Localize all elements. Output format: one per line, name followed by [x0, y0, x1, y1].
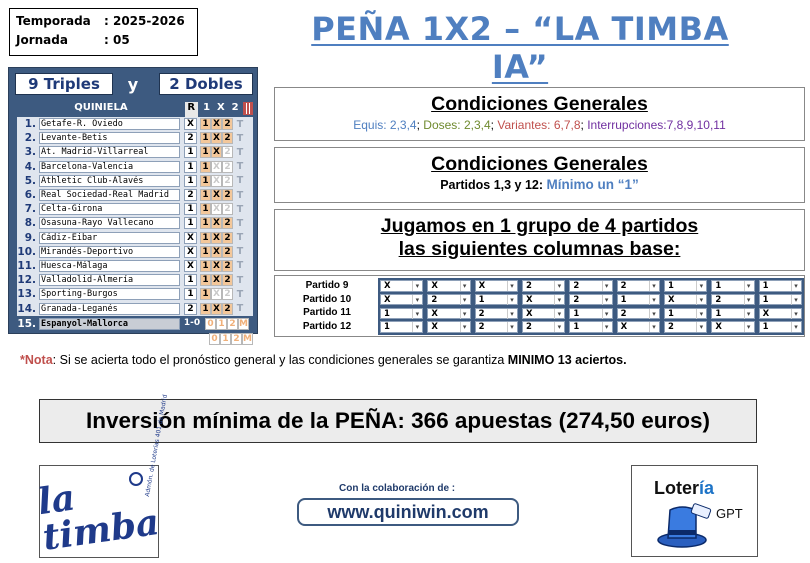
match-row	[17, 245, 253, 259]
condiciones-title-1: Condiciones Generales	[431, 93, 648, 115]
match-row	[17, 145, 253, 159]
prediction-cell-2[interactable]: 2	[222, 146, 233, 158]
jornada-info-box	[9, 8, 198, 56]
match-name: Cádiz-Eibar	[39, 232, 180, 244]
pleno-match: Espanyol-Mallorca	[39, 318, 180, 330]
match-number: 4.	[24, 160, 36, 173]
match-row	[17, 117, 253, 131]
grupo-title	[275, 215, 804, 261]
prediction-cells	[200, 303, 233, 315]
columna-base-select[interactable]: 1 ▾	[759, 294, 802, 306]
prediction-cell-1[interactable]: 1	[200, 232, 211, 244]
columna-base-select[interactable]: X ▾	[522, 308, 565, 320]
temporada-row	[16, 12, 191, 31]
prediction-cell-1[interactable]: 1	[200, 246, 211, 258]
quiniela-panel	[8, 67, 258, 344]
partido-label: Partido 10	[302, 293, 352, 305]
match-number: 1.	[24, 118, 36, 131]
magic-hat-icon	[656, 500, 714, 550]
triple-marker: T	[236, 189, 244, 201]
triple-marker: T	[236, 246, 244, 258]
nota-text: *Nota: Si se acierta todo el pronóstico general y las condiciones generales se garantiza MINIMO 13 aciertos.	[20, 353, 627, 367]
prediction-cell-x[interactable]: X	[211, 161, 222, 173]
match-number: 14.	[17, 302, 36, 315]
pleno-goal-cell[interactable]: 1	[220, 333, 231, 345]
prediction-cells	[200, 288, 233, 300]
pleno-row	[17, 316, 253, 332]
columna-base-select[interactable]: 2 ▾	[617, 308, 660, 320]
quiniwin-link[interactable]: www.quiniwin.com	[297, 498, 519, 526]
partido-label: Partido 11	[303, 307, 351, 319]
prediction-cell-1[interactable]: 1	[200, 118, 211, 130]
variantes-condition: Variantes: 6,7,8	[497, 118, 581, 132]
loteria-gpt-logo	[631, 465, 758, 557]
triple-marker: T	[236, 175, 244, 187]
match-result: X	[184, 260, 197, 272]
prediction-cell-1[interactable]: 1	[200, 146, 211, 158]
match-number: 6.	[24, 189, 36, 202]
prediction-cells	[200, 161, 233, 173]
match-result: 1	[184, 217, 197, 229]
prediction-cell-2[interactable]: 2	[222, 132, 233, 144]
colaboracion-label: Con la colaboración de :	[339, 483, 456, 494]
match-row	[17, 259, 253, 273]
prediction-cell-1[interactable]: 1	[200, 288, 211, 300]
triple-marker: T	[236, 260, 244, 272]
prediction-cells	[200, 232, 233, 244]
match-number: 11.	[17, 259, 36, 272]
partido-label: Partido 12	[302, 321, 352, 333]
prediction-cell-2[interactable]: 2	[222, 118, 233, 130]
grid-toggle-icon[interactable]	[243, 102, 253, 115]
prediction-cells	[200, 246, 233, 258]
triple-marker: T	[236, 203, 244, 215]
prediction-cell-2[interactable]: 2	[222, 217, 233, 229]
match-result: 1	[184, 274, 197, 286]
pleno-goal-cell[interactable]: M	[243, 333, 252, 344]
match-result: 1	[184, 146, 197, 158]
triple-marker: T	[236, 118, 244, 130]
temporada-value: : 2025-2026	[104, 14, 185, 28]
columna-base-select[interactable]: X ▾	[427, 308, 470, 320]
match-name: Valladolid-Almería	[39, 274, 180, 286]
columna-base-select[interactable]: 1 ▾	[711, 280, 754, 292]
la-timba-logo	[35, 394, 169, 559]
match-row	[17, 188, 253, 202]
match-name: Huesca-Málaga	[39, 260, 180, 272]
prediction-cell-x[interactable]: X	[211, 146, 222, 158]
equis-condition: Equis: 2,3,4	[353, 118, 417, 132]
columna-base-select[interactable]: 1 ▾	[569, 308, 612, 320]
match-name: Barcelona-Valencia	[39, 161, 180, 173]
jornada-label: Jornada	[16, 33, 68, 47]
pleno-goal-cell[interactable]: 1	[216, 318, 227, 330]
match-name: Getafe-R. Oviedo	[39, 118, 180, 130]
la-timba-logo-text: la timba	[35, 475, 162, 559]
condiciones-generales-box-1	[274, 87, 805, 141]
columna-base-select[interactable]: 1 ▾	[664, 280, 707, 292]
prediction-cell-x[interactable]: X	[211, 303, 222, 315]
prediction-cell-x[interactable]: X	[211, 288, 222, 300]
match-result: X	[184, 118, 197, 130]
triple-marker: T	[236, 146, 244, 158]
triple-marker: T	[236, 232, 244, 244]
prediction-cells	[200, 217, 233, 229]
columna-base-select[interactable]: 1 ▾	[759, 321, 802, 333]
match-row	[17, 231, 253, 245]
columna-base-select[interactable]: X ▾	[617, 321, 660, 333]
prediction-cells	[200, 132, 233, 144]
match-row	[17, 216, 253, 230]
columna-base-select[interactable]: 2 ▾	[427, 294, 470, 306]
prediction-cell-2[interactable]: 2	[222, 175, 233, 187]
match-number: 12.	[17, 274, 36, 287]
quiniela-table	[17, 102, 253, 344]
columna-base-select[interactable]: 1 ▾	[711, 308, 754, 320]
prediction-cell-1[interactable]: 1	[200, 161, 211, 173]
triple-marker: T	[236, 161, 244, 173]
columna-base-select[interactable]: 1 ▾	[759, 280, 802, 292]
columna-base-select[interactable]: 1 ▾	[475, 294, 518, 306]
match-number: 8.	[24, 217, 36, 230]
columna-base-select[interactable]: 2 ▾	[711, 294, 754, 306]
partido-labels	[275, 279, 379, 334]
prediction-cells	[200, 118, 233, 130]
prediction-cell-1[interactable]: 1	[200, 303, 211, 315]
pleno-goal-cell[interactable]: 2	[227, 318, 238, 330]
match-number: 10.	[17, 245, 36, 258]
match-row	[17, 202, 253, 216]
columna-base-select[interactable]: 2 ▾	[569, 294, 612, 306]
triple-marker: T	[236, 303, 244, 315]
match-name: Athletic Club-Alavés	[39, 175, 180, 187]
match-result: X	[184, 232, 197, 244]
prediction-cells	[200, 189, 233, 201]
pleno-goal-cell[interactable]: M	[239, 318, 248, 329]
columna-base-select[interactable]: 2 ▾	[475, 321, 518, 333]
prediction-cell-x[interactable]: X	[211, 175, 222, 187]
prediction-cell-2[interactable]: 2	[222, 203, 233, 215]
match-result: 2	[184, 189, 197, 201]
prediction-cell-2[interactable]: 2	[222, 288, 233, 300]
header-1: 1	[203, 102, 211, 113]
prediction-cell-x[interactable]: X	[211, 246, 222, 258]
match-result: 1	[184, 203, 197, 215]
columna-base-select[interactable]: 2 ▾	[617, 280, 660, 292]
condiciones-title-2: Condiciones Generales	[431, 153, 648, 175]
columna-base-select[interactable]: X ▾	[664, 294, 707, 306]
columna-base-select[interactable]: 2 ▾	[522, 321, 565, 333]
inversion-minima-banner: Inversión mínima de la PEÑA: 366 apuestas (274,50 euros)	[39, 399, 757, 443]
columna-base-select[interactable]: 1 ▾	[664, 308, 707, 320]
triples-count: 9 Triples	[15, 73, 113, 95]
prediction-cell-2[interactable]: 2	[222, 189, 233, 201]
prediction-cell-2[interactable]: 2	[222, 260, 233, 272]
grupo-line-1: Jugamos en 1 grupo de 4 partidos	[380, 215, 699, 237]
prediction-cell-x[interactable]: X	[211, 132, 222, 144]
match-row	[17, 174, 253, 188]
triple-marker: T	[236, 217, 244, 229]
match-number: 9.	[24, 231, 36, 244]
page-title: PEÑA 1X2 – “LA TIMBA IA”	[311, 10, 729, 86]
condiciones-detail-2	[275, 177, 804, 192]
quiniela-rows	[17, 117, 253, 316]
prediction-cells	[200, 274, 233, 286]
dobles-count: 2 Dobles	[159, 73, 253, 95]
prediction-cell-2[interactable]: 2	[222, 303, 233, 315]
partido-label: Partido 9	[305, 280, 349, 291]
match-result: 1	[184, 288, 197, 300]
match-result: 1	[184, 175, 197, 187]
match-number: 3.	[24, 146, 36, 159]
nota-label: *Nota	[20, 353, 53, 367]
prediction-cells	[200, 203, 233, 215]
prediction-cell-2[interactable]: 2	[222, 161, 233, 173]
quiniela-header	[17, 102, 253, 117]
columna-base-select[interactable]: X ▾	[380, 280, 423, 292]
pleno-goal-cell[interactable]: 2	[231, 333, 242, 345]
columnas-base-grid	[378, 278, 804, 335]
match-name: Mirandés-Deportivo	[39, 246, 180, 258]
columna-base-select[interactable]: X ▾	[711, 321, 754, 333]
prediction-cell-2[interactable]: 2	[222, 274, 233, 286]
columna-base-select[interactable]: X ▾	[759, 308, 802, 320]
jornada-row	[16, 31, 191, 50]
columna-base-select[interactable]: 1 ▾	[380, 308, 423, 320]
temporada-label: Temporada	[16, 14, 91, 28]
columna-base-select[interactable]: 1 ▾	[569, 321, 612, 333]
triple-marker: T	[236, 132, 244, 144]
columna-base-select[interactable]: X ▾	[475, 280, 518, 292]
prediction-cells	[200, 146, 233, 158]
prediction-cell-x[interactable]: X	[211, 203, 222, 215]
match-name: Granada-Leganés	[39, 303, 180, 315]
pleno-goal-cell[interactable]: 0	[209, 333, 220, 345]
header-result: R	[185, 102, 198, 117]
prediction-cell-2[interactable]: 2	[222, 246, 233, 258]
condiciones-generales-box-2	[274, 147, 805, 203]
match-row	[17, 287, 253, 301]
columna-base-select[interactable]: 2 ▾	[522, 280, 565, 292]
interrupciones-condition: Interrupciones:7,8,9,10,11	[587, 118, 726, 132]
match-name: Celta-Girona	[39, 203, 180, 215]
condiciones-detail-1: Equis: 2,3,4; Doses: 2,3,4; Variantes: 6,7,8; Interrupciones:7,8,9,10,11	[353, 118, 726, 132]
match-result: 1	[184, 161, 197, 173]
prediction-cell-1[interactable]: 1	[200, 274, 211, 286]
match-number: 2.	[24, 132, 36, 145]
match-result: 2	[184, 303, 197, 315]
match-number: 7.	[24, 203, 36, 216]
quiniela-summary	[15, 72, 253, 96]
pleno-result: 1-0	[183, 317, 201, 328]
columna-base-select[interactable]: X ▾	[380, 294, 423, 306]
prediction-cell-1[interactable]: 1	[200, 203, 211, 215]
columna-base-select[interactable]: 2 ▾	[569, 280, 612, 292]
match-number: 5.	[24, 174, 36, 187]
columnas-base-table	[274, 275, 805, 337]
columna-base-select[interactable]: X ▾	[427, 280, 470, 292]
match-row	[17, 273, 253, 287]
grupo-box	[274, 209, 805, 271]
prediction-cell-1[interactable]: 1	[200, 217, 211, 229]
header-2: 2	[231, 102, 239, 113]
header-quiniela: QUINIELA	[74, 102, 128, 113]
prediction-cell-2[interactable]: 2	[222, 232, 233, 244]
header-x: X	[217, 102, 225, 113]
la-timba-logo-subtitle: Admón. de Loterías 401 de Madrid	[144, 394, 169, 498]
pleno-cells-away	[209, 333, 253, 345]
prediction-cell-1[interactable]: 1	[200, 189, 211, 201]
prediction-cells	[200, 260, 233, 272]
prediction-cell-1[interactable]: 1	[200, 132, 211, 144]
match-name: Levante-Betis	[39, 132, 180, 144]
pleno-goal-cell[interactable]: 0	[205, 318, 216, 330]
pleno-number: 15.	[17, 317, 36, 330]
nota-guarantee: MINIMO 13 aciertos.	[507, 353, 627, 367]
match-number: 13.	[17, 288, 36, 301]
match-name: Sporting-Burgos	[39, 288, 180, 300]
prediction-cell-x[interactable]: X	[211, 232, 222, 244]
match-row	[17, 131, 253, 145]
match-name: Real Sociedad-Real Madrid	[39, 189, 180, 201]
prediction-cell-1[interactable]: 1	[200, 175, 211, 187]
pleno-cells-home	[205, 318, 249, 330]
match-row	[17, 301, 253, 315]
match-result: 2	[184, 132, 197, 144]
columna-base-select[interactable]: 1 ▾	[380, 321, 423, 333]
summary-connector: y	[127, 74, 139, 94]
columna-base-select[interactable]: X ▾	[522, 294, 565, 306]
partidos-condition-label: Partidos 1,3 y 12:	[440, 178, 544, 192]
grupo-line-2: las siguientes columnas base:	[398, 238, 681, 260]
prediction-cell-x[interactable]: X	[211, 217, 222, 229]
prediction-cell-x[interactable]: X	[211, 260, 222, 272]
match-row	[17, 160, 253, 174]
jornada-value: : 05	[104, 33, 130, 47]
gpt-label: GPT	[716, 506, 743, 521]
triple-marker: T	[236, 288, 244, 300]
minimo-condition: Mínimo un “1”	[546, 177, 639, 192]
columna-base-select[interactable]: 1 ▾	[617, 294, 660, 306]
prediction-cell-x[interactable]: X	[211, 118, 222, 130]
loteria-logo-text: Lotería	[654, 478, 715, 498]
prediction-cells	[200, 175, 233, 187]
columna-base-select[interactable]: 2 ▾	[664, 321, 707, 333]
columna-base-select[interactable]: X ▾	[427, 321, 470, 333]
columna-base-select[interactable]: 2 ▾	[475, 308, 518, 320]
match-result: X	[184, 246, 197, 258]
prediction-cell-x[interactable]: X	[211, 189, 222, 201]
header-1x2	[200, 102, 242, 117]
triple-marker: T	[236, 274, 244, 286]
match-name: At. Madrid-Villarreal	[39, 146, 180, 158]
prediction-cell-x[interactable]: X	[211, 274, 222, 286]
pleno-row-away	[17, 332, 253, 346]
doses-condition: Doses: 2,3,4	[423, 118, 491, 132]
prediction-cell-1[interactable]: 1	[200, 260, 211, 272]
match-name: Osasuna-Rayo Vallecano	[39, 217, 180, 229]
